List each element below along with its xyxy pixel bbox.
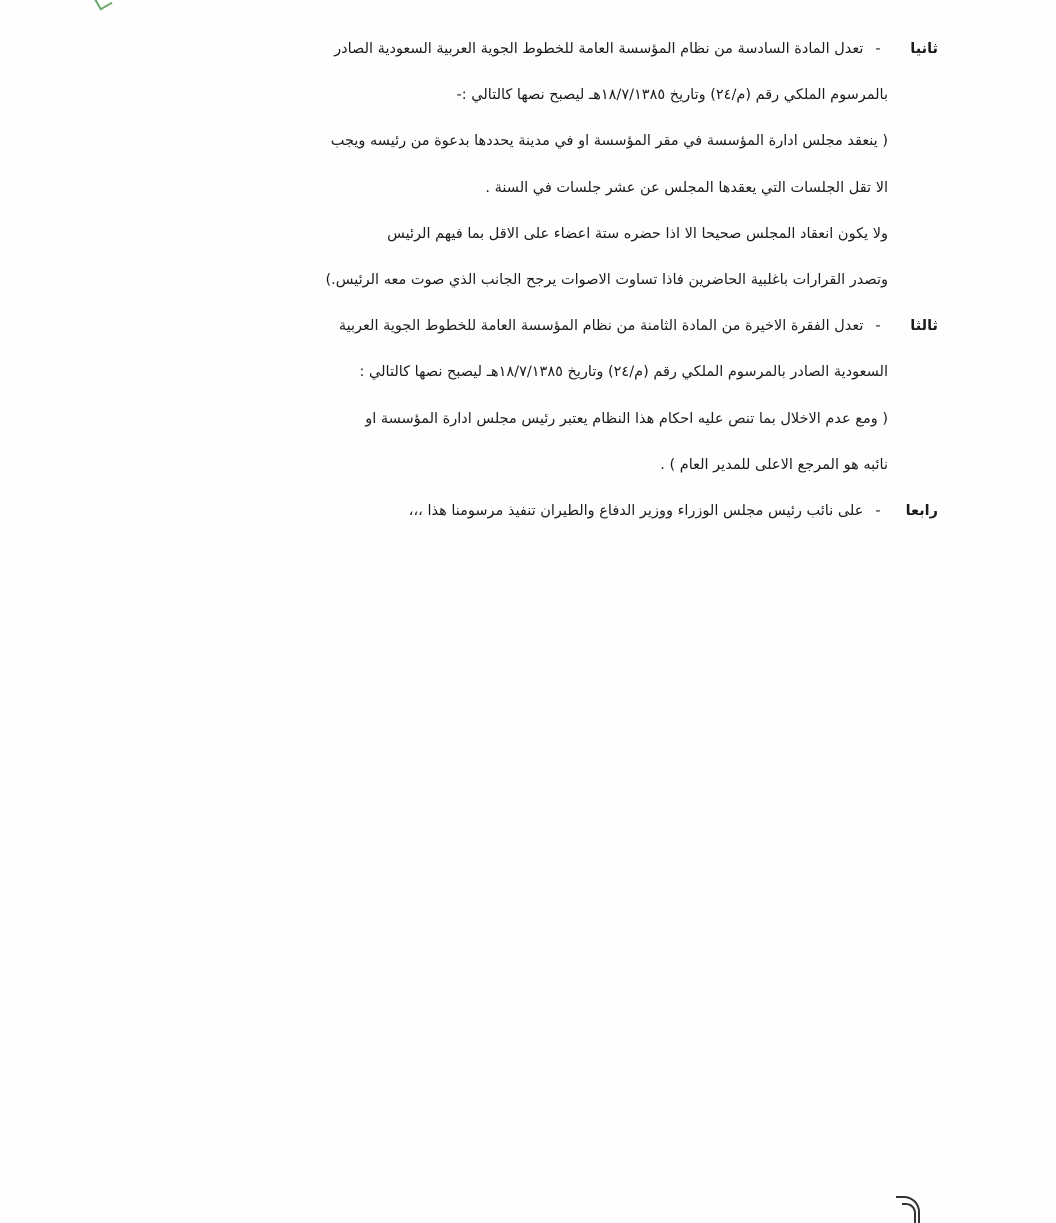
text-line [118, 38, 938, 60]
line-text: وتصدر القرارات باغلبية الحاضرين فاذا تساوت الاصوات يرجح الجانب الذي صوت معه الرئيس.) [325, 271, 888, 288]
text-line [118, 177, 938, 199]
line-text: على نائب رئيس مجلس الوزراء ووزير الدفاع والطيران تنفيذ مرسومنا هذا ،،، [408, 502, 864, 519]
text-line [118, 500, 938, 522]
text-line [118, 223, 938, 245]
text-line [118, 315, 938, 337]
text-line [118, 408, 938, 430]
line-text: بالمرسوم الملكي رقم (م/٢٤) وتاريخ ١٨/٧/١٣٨٥هـ ليصبح نصها كالتالي :- [456, 87, 888, 104]
clause-dash: - [875, 318, 881, 335]
line-text: الا تقل الجلسات التي يعقدها المجلس عن عشر جلسات في السنة . [485, 179, 888, 196]
line-text: ولا يكون انعقاد المجلس صحيحا الا اذا حضره ستة اعضاء على الاقل بما فيهم الرئيس [387, 225, 888, 242]
clause-dash: - [875, 41, 881, 57]
line-text: نائبه هو المرجع الاعلى للمدير العام ) . [660, 456, 888, 473]
text-line [118, 454, 938, 476]
text-line [118, 84, 938, 106]
line-text: السعودية الصادر بالمرسوم الملكي رقم (م/٢٤) وتاريخ ١٨/٧/١٣٨٥هـ ليصبح نصها كالتالي : [359, 364, 888, 381]
document-body [118, 38, 938, 546]
page-curl-mark-inner [902, 1203, 916, 1223]
line-text: ( ينعقد مجلس ادارة المؤسسة في مقر المؤسسة او في مدينة يحددها بدعوة من رئيسه ويجب [330, 133, 888, 150]
corner-mark [93, 0, 112, 11]
clause-label: رابعا [905, 502, 938, 519]
text-line [118, 269, 938, 291]
clause-dash: - [875, 502, 881, 519]
line-text: تعدل الفقرة الاخيرة من المادة الثامنة من نظام المؤسسة العامة للخطوط الجوية العربية [338, 318, 864, 335]
clause-label: ثانيا [910, 41, 938, 57]
line-text: تعدل المادة السادسة من نظام المؤسسة العامة للخطوط الجوية العربية السعودية الصادر [334, 41, 864, 57]
text-line [118, 361, 938, 383]
text-line [118, 130, 938, 152]
line-text: ( ومع عدم الاخلال بما تنص عليه احكام هذا النظام يعتبر رئيس مجلس ادارة المؤسسة او [365, 410, 888, 427]
clause-label: ثالثا [910, 318, 938, 335]
